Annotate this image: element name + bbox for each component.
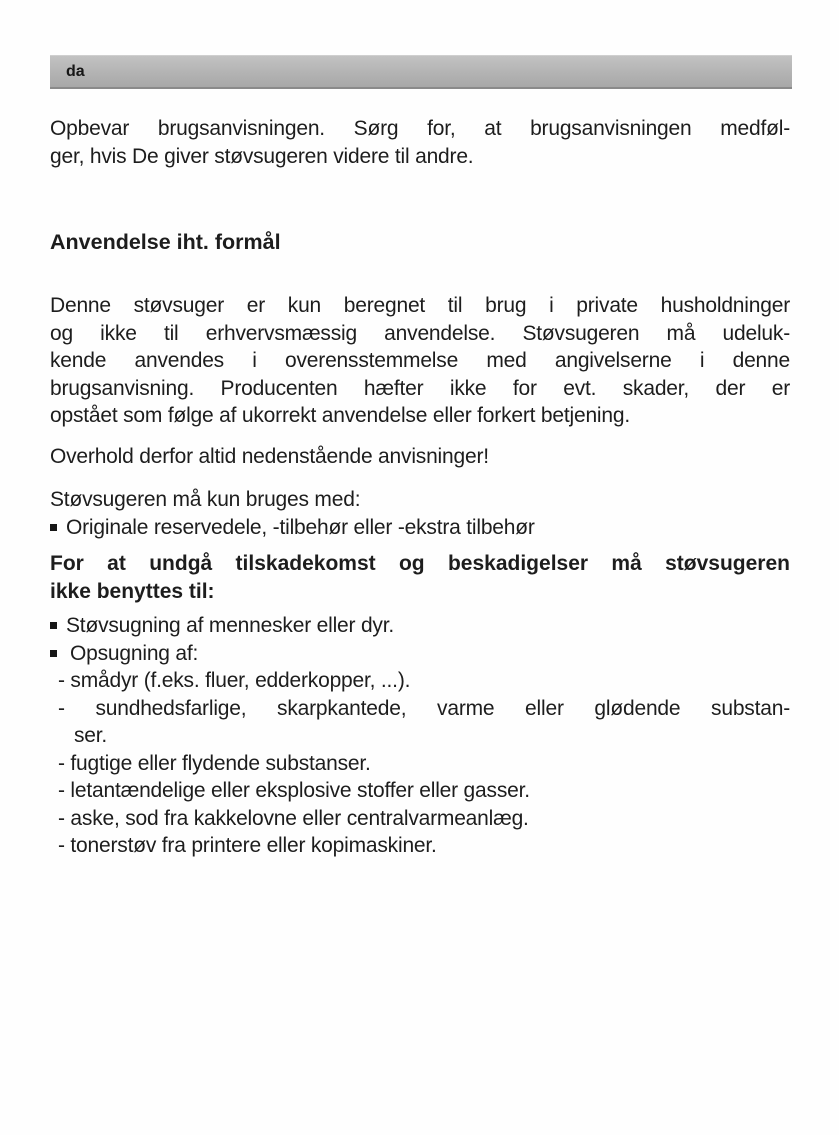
language-tab-bar — [50, 55, 792, 89]
sublist-item: - smådyr (f.eks. fluer, edderkopper, ...). — [58, 669, 411, 692]
text-line: og ikke til erhvervsmæssig anvendelse. Støvsugeren må udeluk- — [50, 321, 790, 345]
forbidden-sublist — [50, 667, 790, 860]
list-item-text: Støvsugning af mennesker eller dyr. — [66, 614, 394, 637]
sublist-item: - tonerstøv fra printere eller kopimaskiner. — [58, 834, 437, 857]
list-item-text: Originale reservedele, -tilbehør eller -ekstra tilbehør — [66, 515, 535, 539]
square-bullet-icon — [50, 650, 57, 657]
allowed-list-item — [50, 514, 790, 542]
warning-heading — [50, 550, 790, 605]
sublist-item: - fugtige eller flydende substanser. — [58, 751, 371, 775]
text-line: Denne støvsuger er kun beregnet til brug i private husholdninger — [50, 294, 790, 317]
forbidden-list-item — [50, 612, 790, 640]
square-bullet-icon — [50, 524, 57, 531]
text-line: ikke benyttes til: — [50, 579, 215, 603]
text-line: kende anvendes i overensstemmelse med angivelserne i denne — [50, 349, 790, 372]
text-line: Opbevar brugsanvisningen. Sørg for, at brugsanvisningen medføl- — [50, 117, 790, 140]
square-bullet-icon — [50, 622, 57, 629]
text-line: ger, hvis De giver støvsugeren videre til andre. — [50, 144, 474, 168]
list-item-text: Opsugning af: — [70, 641, 199, 665]
sublist-item: - sundhedsfarlige, skarpkantede, varme eller glødende substan- — [58, 696, 790, 720]
text-line: For at undgå tilskadekomst og beskadigelser må støvsugeren — [50, 552, 790, 575]
forbidden-list-item — [50, 640, 790, 668]
sublist-item: - aske, sod fra kakkelovne eller centralvarmeanlæg. — [58, 806, 529, 830]
note-line: Overhold derfor altid nedenstående anvisninger! — [50, 444, 489, 468]
intro-paragraph — [50, 115, 790, 170]
allowed-list-intro: Støvsugeren må kun bruges med: — [50, 488, 361, 511]
sublist-item: - letantændelige eller eksplosive stoffer eller gasser. — [58, 779, 530, 802]
text-line: brugsanvisning. Producenten hæfter ikke for evt. skader, der er — [50, 376, 790, 400]
page-content — [50, 115, 790, 860]
purpose-paragraph — [50, 292, 790, 430]
sublist-item-continuation: ser. — [74, 724, 108, 747]
section-heading: Anvendelse iht. formål — [50, 230, 281, 254]
language-code-label: da — [66, 62, 85, 80]
text-line: opstået som følge af ukorrekt anvendelse eller forkert betjening. — [50, 404, 630, 427]
